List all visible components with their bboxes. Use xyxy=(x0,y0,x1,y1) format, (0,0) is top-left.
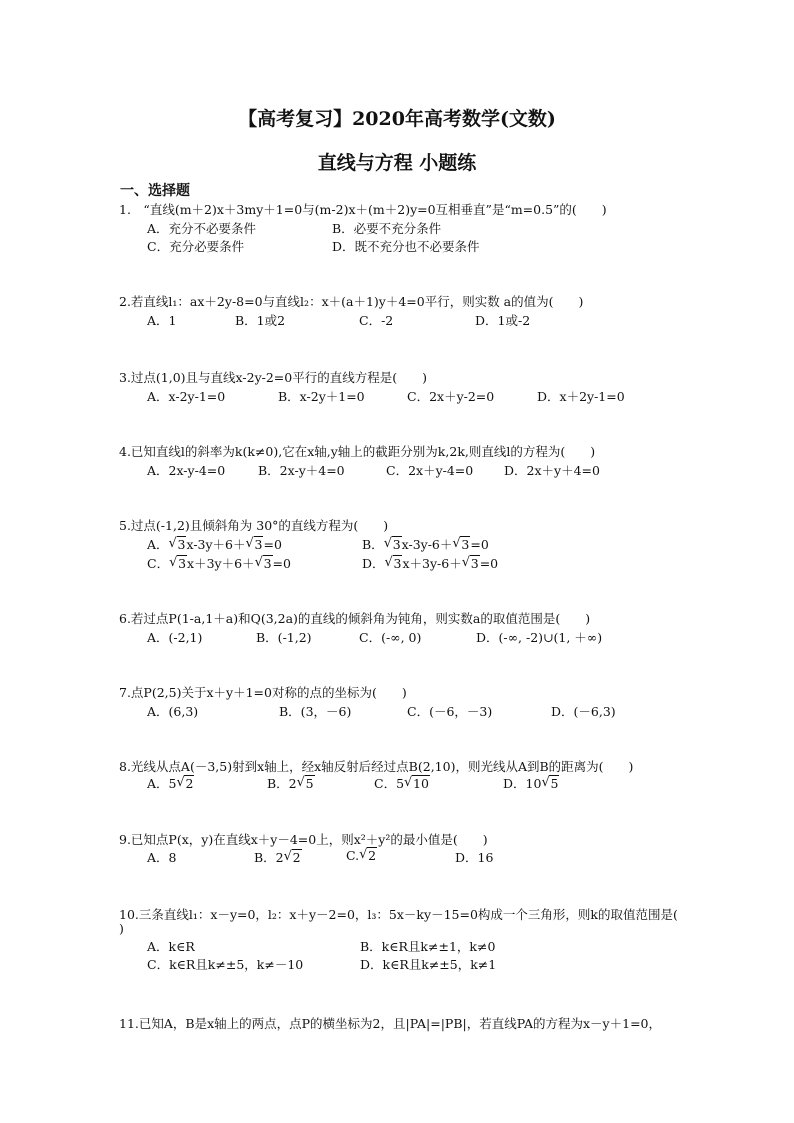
question-8-option-c[interactable] xyxy=(374,774,430,792)
section-heading: 一、选择题 xyxy=(120,183,190,199)
question-9-option-d[interactable]: D．16 xyxy=(455,850,494,865)
option-expr: x＋3y＋6＋ xyxy=(187,556,255,571)
option-label: A． xyxy=(147,537,169,552)
option-label: C．5 xyxy=(374,776,405,791)
option-label: B．2 xyxy=(254,850,284,865)
question-3-option-c[interactable]: C．2x＋y-2=0 xyxy=(407,389,495,404)
question-8-option-a[interactable] xyxy=(147,774,194,792)
question-6-option-a[interactable]: A．(-2,1) xyxy=(147,630,203,645)
option-label: C． xyxy=(147,556,170,571)
radicand: 3 xyxy=(393,556,402,571)
question-1-option-d[interactable]: D．既不充分也不必要条件 xyxy=(332,239,480,254)
question-10-option-d[interactable]: D．k∈R且k≠±5，k≠1 xyxy=(360,957,497,972)
question-5-option-c[interactable] xyxy=(147,554,291,572)
question-2-option-d[interactable]: D．1或-2 xyxy=(475,313,531,328)
question-9-option-b[interactable] xyxy=(254,848,302,866)
question-8-option-d[interactable] xyxy=(503,774,559,792)
question-5-option-b[interactable] xyxy=(362,535,489,553)
question-6-option-b[interactable]: B．(-1,2) xyxy=(256,630,312,645)
sqrt-symbol xyxy=(385,556,403,571)
question-1-option-b[interactable]: B．必要不充分条件 xyxy=(332,221,442,236)
radicand: 3 xyxy=(254,537,263,552)
radicand: 3 xyxy=(178,556,187,571)
question-10-option-c[interactable]: C．k∈R且k≠±5，k≠－10 xyxy=(147,957,304,972)
sqrt-symbol xyxy=(169,556,187,571)
sqrt-symbol xyxy=(359,848,377,863)
option-expr: x-3y＋6＋ xyxy=(186,537,246,552)
question-10-option-b[interactable]: B．k∈R且k≠±1，k≠0 xyxy=(360,939,496,954)
radicand: 3 xyxy=(263,556,272,571)
question-4-option-c[interactable]: C．2x＋y-4=0 xyxy=(386,463,474,478)
question-8-stem: 8.光线从点A(－3,5)射到x轴上，经x轴反射后经过点B(2,10)，则光线从A到B的距离为( ) xyxy=(119,759,634,774)
question-6-option-d[interactable]: D．(-∞, -2)∪(1, ＋∞) xyxy=(476,630,603,645)
question-5-option-d[interactable] xyxy=(362,554,498,572)
question-2-stem: 2.若直线l₁：ax＋2y-8=0与直线l₂：x＋(a＋1)y＋4=0平行，则实数 a的值为( ) xyxy=(119,294,584,309)
question-10-stem-continued: ) xyxy=(119,921,124,936)
question-5-option-a[interactable] xyxy=(147,535,282,553)
page-title: 【高考复习】2020年高考数学(文数) xyxy=(238,108,556,130)
radicand: 3 xyxy=(461,537,470,552)
option-expr: x＋3y-6＋ xyxy=(402,556,462,571)
question-1-option-c[interactable]: C．充分必要条件 xyxy=(147,239,245,254)
question-4-stem: 4.已知直线l的斜率为k(k≠0),它在x轴,y轴上的截距分别为k,2k,则直线l的方程为( ) xyxy=(119,444,596,459)
option-label: D． xyxy=(362,556,385,571)
option-label: C. xyxy=(346,848,360,863)
question-4-option-d[interactable]: D．2x＋y＋4=0 xyxy=(504,463,600,478)
radicand: 2 xyxy=(292,850,301,865)
sqrt-symbol xyxy=(297,776,315,791)
sqrt-symbol xyxy=(541,776,559,791)
question-2-option-a[interactable]: A．1 xyxy=(147,313,177,328)
option-label: D．10 xyxy=(503,776,542,791)
question-7-option-c[interactable]: C．(－6，－3) xyxy=(407,704,493,719)
sqrt-symbol xyxy=(384,537,402,552)
radicand: 5 xyxy=(305,776,314,791)
radicand: 3 xyxy=(470,556,479,571)
question-7-option-d[interactable]: D．(－6,3) xyxy=(551,704,616,719)
radicand: 3 xyxy=(392,537,401,552)
question-6-option-c[interactable]: C．(-∞, 0) xyxy=(359,630,422,645)
sqrt-symbol xyxy=(176,776,194,791)
radicand: 3 xyxy=(177,537,186,552)
question-11-stem: 11.已知A，B是x轴上的两点，点P的横坐标为2，且|PA|=|PB|，若直线PA的方程为x－y＋1=0， xyxy=(119,1016,661,1031)
question-3-option-a[interactable]: A．x-2y-1=0 xyxy=(147,389,226,404)
question-10-stem: 10.三条直线l₁：x－y=0，l₂：x＋y－2=0，l₃：5x－ky－15=0构成一个三角形，则k的取值范围是( xyxy=(119,907,678,922)
option-label: B．2 xyxy=(267,776,297,791)
question-10-option-a[interactable]: A．k∈R xyxy=(147,939,195,954)
question-2-option-c[interactable]: C．-2 xyxy=(359,313,394,328)
option-expr-end: =0 xyxy=(263,537,282,552)
question-8-option-b[interactable] xyxy=(267,774,315,792)
question-9-stem: 9.已知点P(x，y)在直线x＋y－4=0上，则x²＋y²的最小值是( ) xyxy=(119,832,488,847)
option-label: A．5 xyxy=(147,776,177,791)
sqrt-symbol xyxy=(246,537,264,552)
option-expr: x-3y-6＋ xyxy=(401,537,453,552)
sqrt-symbol xyxy=(404,776,430,791)
radicand: 2 xyxy=(368,848,377,863)
sqrt-symbol xyxy=(255,556,273,571)
option-expr-end: =0 xyxy=(272,556,291,571)
question-6-stem: 6.若过点P(1-a,1＋a)和Q(3,2a)的直线的倾斜角为钝角，则实数a的取值范围是( ) xyxy=(119,611,591,626)
option-label: B． xyxy=(362,537,384,552)
question-7-stem: 7.点P(2,5)关于x＋y＋1=0对称的点的坐标为( ) xyxy=(119,685,407,700)
option-expr-end: =0 xyxy=(470,537,489,552)
question-7-option-b[interactable]: B．(3，－6) xyxy=(279,704,352,719)
sqrt-symbol xyxy=(284,850,302,865)
question-1-stem: 1. “直线(m＋2)x＋3my＋1=0与(m-2)x＋(m＋2)y=0互相垂直”是“m=0.5”的( ) xyxy=(119,202,607,217)
radicand: 5 xyxy=(550,776,559,791)
question-3-option-b[interactable]: B．x-2y＋1=0 xyxy=(278,389,365,404)
page-subtitle: 直线与方程 小题练 xyxy=(317,152,477,174)
question-7-option-a[interactable]: A．(6,3) xyxy=(147,704,199,719)
sqrt-symbol xyxy=(462,556,480,571)
question-2-option-b[interactable]: B．1或2 xyxy=(235,313,286,328)
radicand: 10 xyxy=(413,776,429,791)
radicand: 2 xyxy=(185,776,194,791)
question-9-option-a[interactable]: A．8 xyxy=(147,850,177,865)
question-5-stem: 5.过点(-1,2)且倾斜角为 30°的直线方程为( ) xyxy=(119,518,389,533)
sqrt-symbol xyxy=(169,537,187,552)
question-1-option-a[interactable]: A．充分不必要条件 xyxy=(147,221,257,236)
question-4-option-a[interactable]: A．2x-y-4=0 xyxy=(147,463,226,478)
sqrt-symbol xyxy=(452,537,470,552)
question-3-stem: 3.过点(1,0)且与直线x-2y-2=0平行的直线方程是( ) xyxy=(119,370,427,385)
option-expr-end: =0 xyxy=(479,556,499,571)
question-9-option-c[interactable] xyxy=(346,848,377,863)
question-3-option-d[interactable]: D．x＋2y-1=0 xyxy=(537,389,625,404)
question-4-option-b[interactable]: B．2x-y＋4=0 xyxy=(258,463,345,478)
